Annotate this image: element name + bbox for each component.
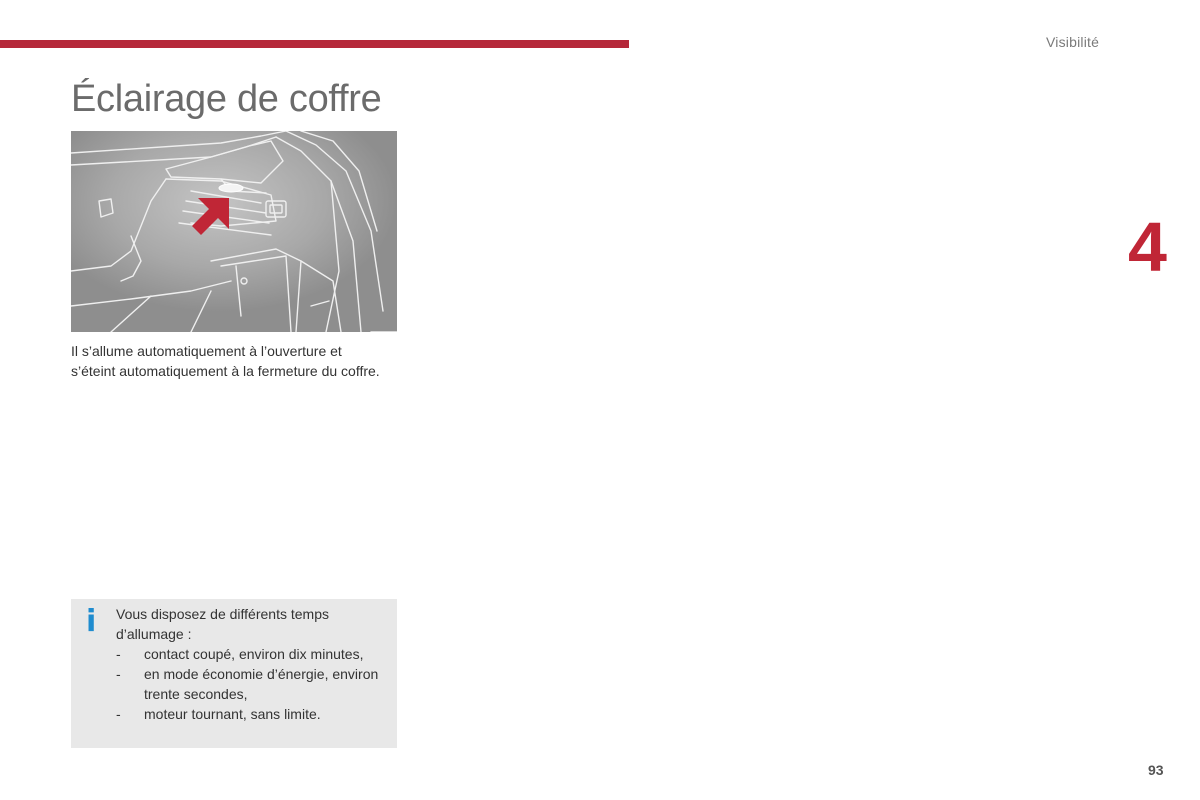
car-trunk-light-illustration [71, 131, 397, 332]
page-number: 93 [1148, 762, 1164, 778]
page-title: Éclairage de coffre [71, 78, 382, 120]
list-bullet: - [116, 666, 121, 682]
list-item-text: contact coupé, environ dix minutes, [144, 646, 364, 662]
info-list [116, 644, 392, 724]
section-label: Visibilité [1046, 34, 1100, 50]
body-paragraph: Il s’allume automatiquement à l’ouverture et s’éteint automatiquement à la fermeture du coffre. [71, 343, 380, 379]
list-bullet: - [116, 646, 121, 662]
info-box [71, 599, 397, 748]
list-item [116, 704, 392, 724]
chapter-number: 4 [1128, 208, 1167, 286]
list-item [116, 644, 392, 664]
info-icon: i [86, 604, 97, 639]
list-item-text: moteur tournant, sans limite. [144, 706, 321, 722]
list-item-text: en mode économie d’énergie, environ trente secondes, [144, 666, 379, 702]
info-text [116, 604, 392, 724]
list-bullet: - [116, 706, 121, 722]
header-accent-bar [0, 40, 629, 48]
list-item [116, 664, 392, 704]
info-intro: Vous disposez de différents temps d’allumage : [116, 606, 329, 642]
